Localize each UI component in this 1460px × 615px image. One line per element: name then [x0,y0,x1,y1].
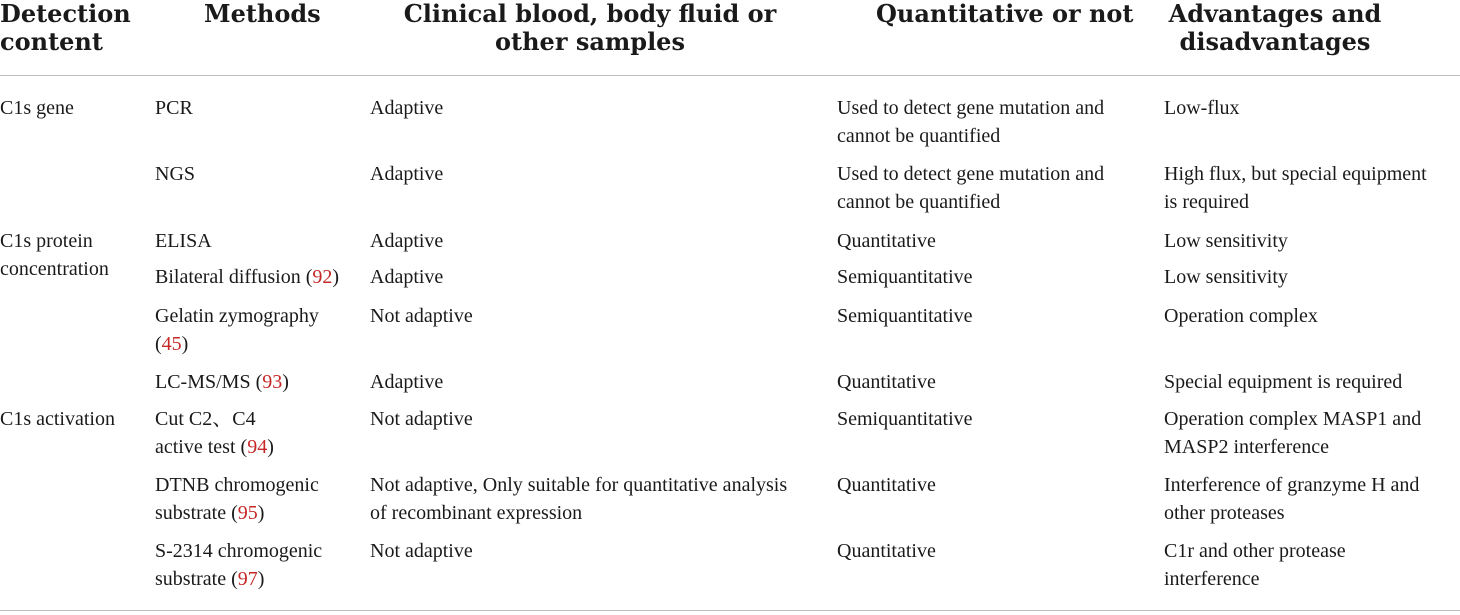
cell-sample [370,537,473,565]
cell-quant [837,94,1104,150]
line [155,499,319,527]
reference-link[interactable]: 94 [247,436,268,458]
cell-sample [370,471,787,527]
line: Interference of granzyme H and [1164,474,1420,496]
line: DTNB chromogenic [155,474,319,496]
line: Semiquantitative [837,266,973,288]
line: Adaptive [370,266,444,288]
cell-method [155,302,319,358]
method-text: substrate ( [155,502,238,524]
line: MASP2 interference [1164,436,1329,458]
header-divider [0,75,1460,76]
line: S-2314 chromogenic [155,540,323,562]
line [155,368,289,396]
cell-method [155,160,195,188]
cell-quant [837,405,973,433]
bottom-rule [0,610,1460,611]
header-line: disadvantages [1179,27,1371,56]
cell-method [155,405,274,461]
cell-adv [1164,471,1419,527]
cell-adv [1164,368,1402,396]
cell-method [155,537,322,593]
line: is required [1164,191,1249,213]
line: Semiquantitative [837,408,973,430]
header-samples [380,0,800,56]
cell-sample [370,94,443,122]
header-line: Clinical blood, body fluid or [403,0,777,28]
line: Not adaptive [370,408,473,430]
header-quantitative: Quantitative or not [876,0,1134,28]
line: C1r and other protease [1164,540,1346,562]
method-text: ) [257,568,265,590]
line: Operation complex [1164,305,1318,327]
line: Semiquantitative [837,305,973,327]
line: Adaptive [370,230,444,252]
line: cannot be quantified [837,125,1001,147]
cell-sample [370,160,443,188]
cell-quant [837,160,1104,216]
cell-adv [1164,94,1240,122]
cell-sample [370,368,443,396]
reference-link[interactable]: 92 [312,266,333,288]
line: Low sensitivity [1164,230,1288,252]
line: other proteases [1164,502,1285,524]
cell-quant [837,263,973,291]
line: Adaptive [370,371,444,393]
line: NGS [155,163,196,185]
line: Quantitative [837,540,936,562]
line: Quantitative [837,474,936,496]
reference-link[interactable]: 45 [161,333,182,355]
header-line: Advantages and [1168,0,1382,28]
method-text: ) [267,436,274,458]
method-text: ) [257,502,265,524]
line: Adaptive [370,97,444,119]
cell-method [155,94,193,122]
line: Operation complex MASP1 and [1164,408,1422,430]
cell-content [0,227,109,283]
cell-adv [1164,537,1346,593]
method-text: ) [181,333,189,355]
header-line: content [0,27,103,56]
cell-method [155,227,212,255]
cell-sample [370,263,443,291]
cell-sample [370,302,473,330]
line: Low-flux [1164,97,1240,119]
line: Low sensitivity [1164,266,1288,288]
line [155,433,274,461]
line: Gelatin zymography [155,305,319,327]
cell-adv [1164,227,1288,255]
method-text: ( [155,333,162,355]
method-text: Bilateral diffusion ( [155,266,313,288]
line: C1s activation [0,408,115,430]
header-line: other samples [495,27,685,56]
line: Cut C2、C4 [155,408,256,430]
cell-quant [837,471,936,499]
line [155,565,322,593]
cell-method [155,471,319,527]
header-detection-content [0,0,131,56]
cell-content [0,405,115,433]
line: Quantitative [837,371,936,393]
line: Adaptive [370,163,444,185]
line: Special equipment is required [1164,371,1403,393]
line: Used to detect gene mutation and [837,97,1105,119]
method-text: ) [332,266,340,288]
reference-link[interactable]: 97 [237,568,258,590]
method-text: LC-MS/MS ( [155,371,263,393]
cell-method [155,263,339,291]
line: PCR [155,97,193,119]
cell-method [155,368,289,396]
line: C1s gene [0,97,74,119]
line: C1s protein [0,230,93,252]
header-advantages [1150,0,1400,56]
line: Quantitative [837,230,936,252]
method-text: substrate ( [155,568,238,590]
line: High flux, but special equipment [1164,163,1427,185]
line: Used to detect gene mutation and [837,163,1105,185]
cell-quant [837,537,936,565]
cell-adv [1164,160,1427,216]
cell-quant [837,302,973,330]
line [155,330,319,358]
line: ELISA [155,230,212,252]
line: Not adaptive [370,305,473,327]
line [155,263,339,291]
line: Not adaptive [370,540,473,562]
cell-content [0,94,74,122]
header-line: Detection [0,0,131,28]
cell-quant [837,368,936,396]
cell-sample [370,227,443,255]
method-text: ) [282,371,289,393]
line: concentration [0,258,109,280]
reference-link[interactable]: 95 [237,502,258,524]
reference-link[interactable]: 93 [262,371,283,393]
method-text: active test ( [155,436,248,458]
cell-adv [1164,302,1318,330]
cell-adv [1164,405,1421,461]
line: Not adaptive, Only suitable for quantitative analysis [370,474,788,496]
line: cannot be quantified [837,191,1001,213]
cell-quant [837,227,936,255]
line: interference [1164,568,1260,590]
line: of recombinant expression [370,502,583,524]
cell-sample [370,405,473,433]
header-methods: Methods [204,0,321,28]
cell-adv [1164,263,1288,291]
